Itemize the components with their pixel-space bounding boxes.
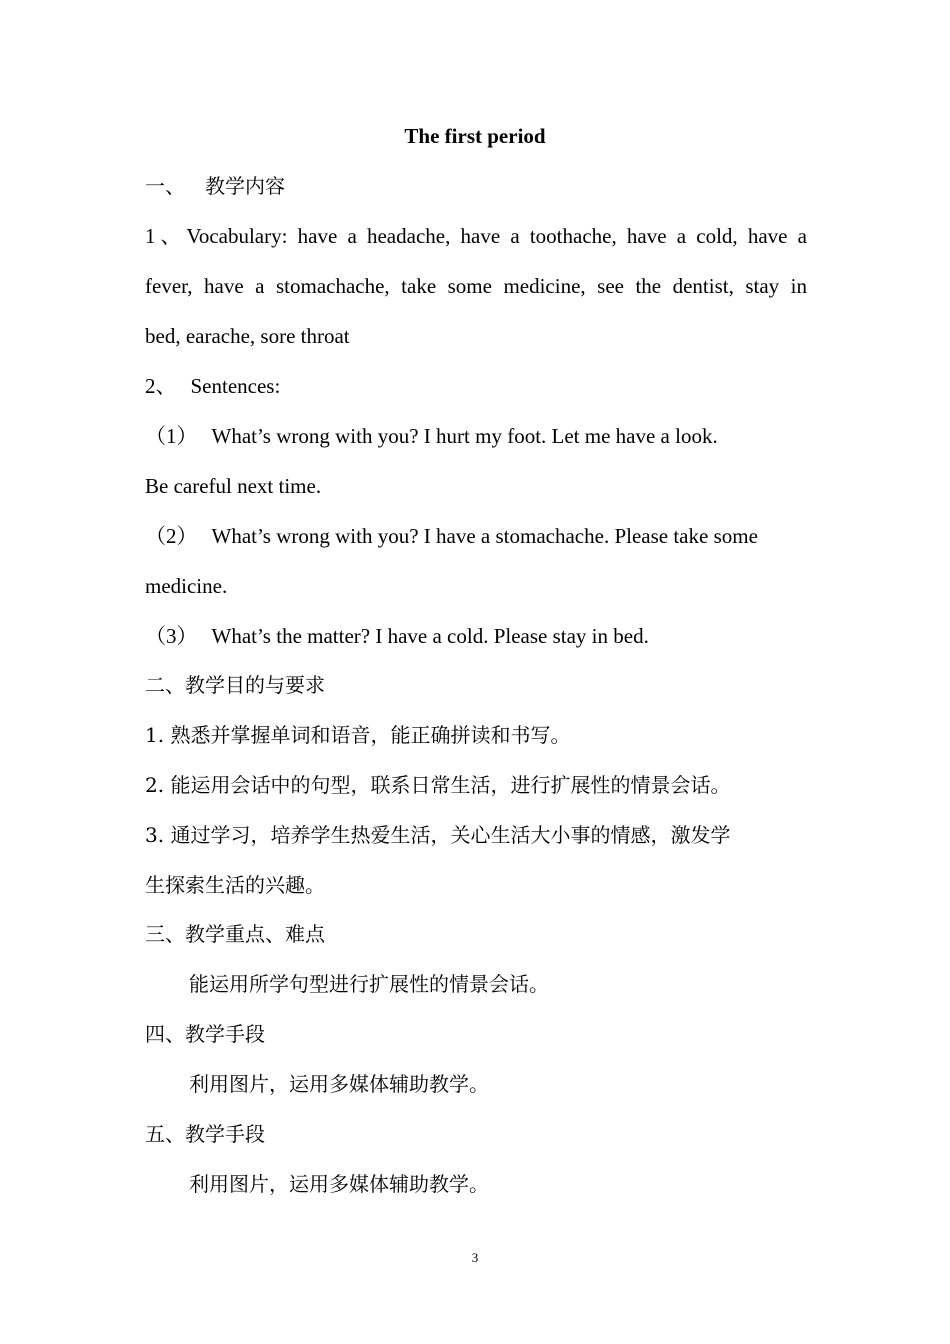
vocabulary-line-2: fever, have a stomachache, take some medicine, see the dentist, stay in	[145, 274, 807, 298]
page-title: The first period	[404, 124, 546, 148]
methods-body-2: 利用图片，运用多媒体辅助教学。	[189, 1172, 489, 1196]
sentences-heading	[145, 372, 807, 400]
methods-body-1: 利用图片，运用多媒体辅助教学。	[189, 1072, 489, 1096]
page-number: 3	[471, 1250, 479, 1265]
goal-3-line-1: 3. 通过学习，培养学生热爱生活，关心生活大小事的情感，激发学	[145, 823, 731, 847]
goal-1: 1. 熟悉并掌握单词和语音，能正确拼读和书写。	[145, 723, 571, 747]
section-heading-content	[145, 172, 807, 200]
sentence-3-text: What’s the matter? I have a cold. Please stay in bed.	[211, 624, 649, 648]
sentence-2-text: What’s wrong with you? I have a stomachache. Please take some	[211, 524, 758, 548]
section-heading-methods-1: 四、教学手段	[145, 1022, 265, 1046]
key-points-body: 能运用所学句型进行扩展性的情景会话。	[189, 972, 549, 996]
sentence-1	[145, 422, 807, 450]
sentences-number: 2、	[145, 374, 177, 398]
sentence-3-number: （3）	[145, 624, 198, 648]
sentence-2-continued: medicine.	[145, 574, 228, 598]
sentence-1-text: What’s wrong with you? I hurt my foot. Let me have a look.	[211, 424, 718, 448]
section-heading-methods-2: 五、教学手段	[145, 1122, 265, 1146]
section-heading-goals: 二、教学目的与要求	[145, 673, 325, 697]
sentence-2-number: （2）	[145, 524, 198, 548]
goal-3-line-2: 生探索生活的兴趣。	[145, 873, 325, 897]
section-heading-key-points: 三、教学重点、难点	[145, 922, 325, 946]
heading-text: 教学内容	[205, 174, 285, 198]
sentence-1-number: （1）	[145, 424, 198, 448]
sentences-label: Sentences:	[190, 374, 281, 398]
sentence-3	[145, 622, 807, 650]
heading-number: 一、	[145, 174, 185, 198]
vocabulary-line-1: 1、Vocabulary: have a headache, have a toothache, have a cold, have a	[145, 224, 807, 248]
goal-2: 2. 能运用会话中的句型，联系日常生活，进行扩展性的情景会话。	[145, 773, 731, 797]
vocabulary-line-3: bed, earache, sore throat	[145, 324, 350, 348]
sentence-1-continued: Be careful next time.	[145, 474, 322, 498]
sentence-2	[145, 522, 807, 550]
